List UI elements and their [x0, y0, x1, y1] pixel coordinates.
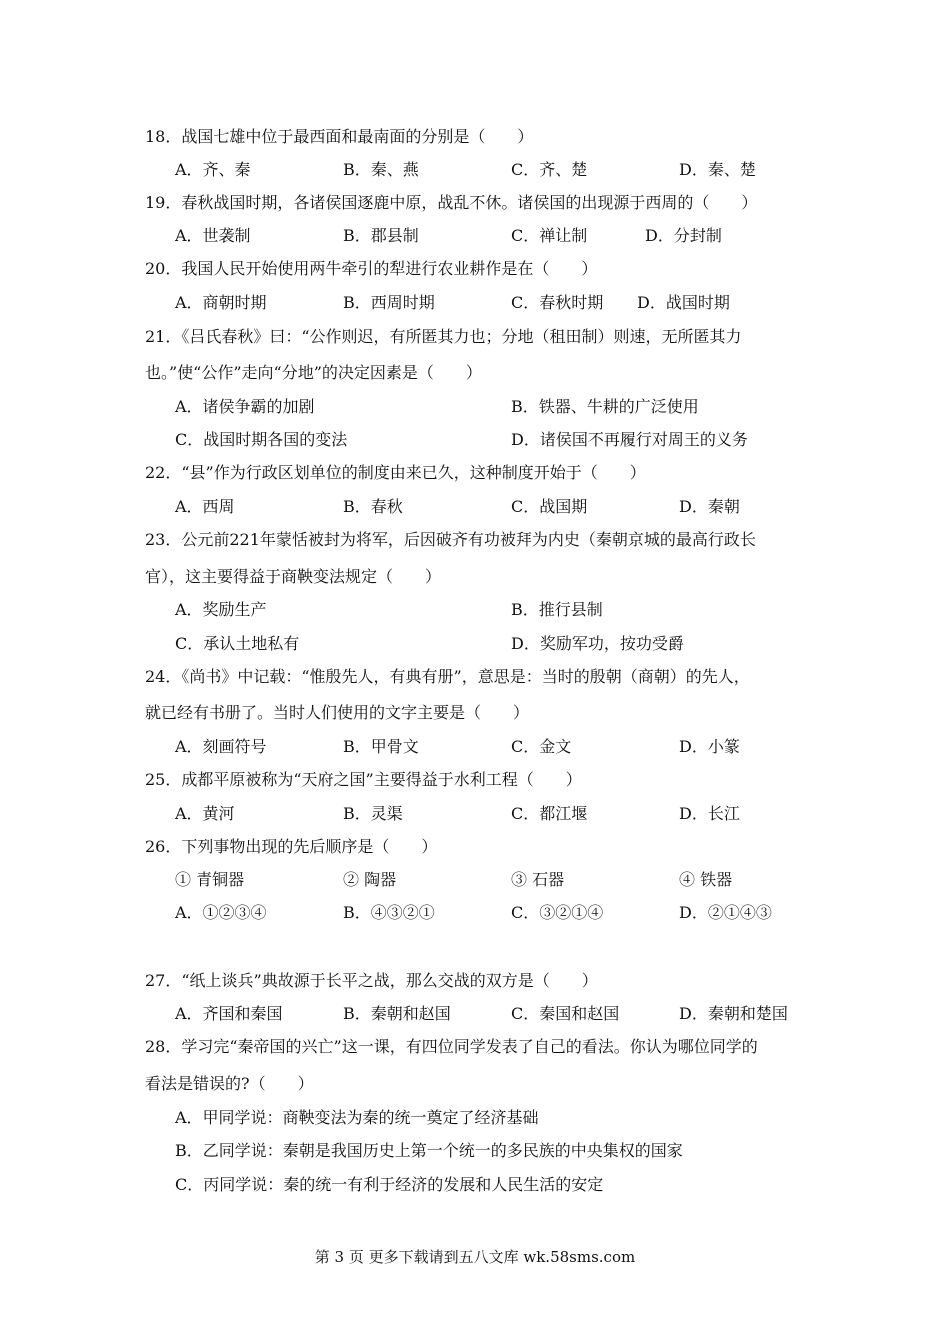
question-26-items [175, 869, 815, 891]
option-c: C．承认土地私有 [175, 634, 300, 653]
option-d: D．小篆 [679, 737, 740, 756]
question-28-stem-line-1: 28．学习完“秦帝国的兴亡”这一课，有四位同学发表了自己的看法。你认为哪位同学的 [145, 1037, 758, 1056]
question-18-stem: 18．战国七雄中位于最西面和最南面的分别是（ ） [145, 127, 534, 146]
option-c: C．战国时期各国的变法 [175, 430, 348, 449]
item-2: ② 陶器 [343, 870, 397, 889]
question-24-stem-line-2: 就已经有书册了。当时人们使用的文字主要是（ ） [145, 703, 530, 722]
question-28-option-c [175, 1174, 815, 1196]
option-c: C．丙同学说：秦的统一有利于经济的发展和人民生活的安定 [175, 1175, 604, 1194]
option-d: D．长江 [679, 804, 740, 823]
option-a: A．商朝时期 [175, 293, 267, 312]
option-a: A．齐、秦 [175, 160, 251, 179]
question-25-options [175, 803, 815, 825]
option-a: A．黄河 [175, 804, 235, 823]
question-21-options-row-1 [175, 396, 815, 418]
option-d: D．诸侯国不再履行对周王的义务 [511, 430, 748, 449]
option-c: C．禅让制 [511, 226, 588, 245]
option-c: C．③②①④ [511, 903, 604, 922]
question-21-stem-line-2: 也。”使“公作”走向“分地”的决定因素是（ ） [145, 363, 482, 382]
question-28-option-b [175, 1140, 815, 1162]
option-d: D．秦朝 [679, 497, 740, 516]
option-b: B．秦、燕 [343, 160, 419, 179]
question-20-options [175, 292, 815, 314]
item-4: ④ 铁器 [679, 870, 733, 889]
question-25-stem: 25．成都平原被称为“天府之国”主要得益于水利工程（ ） [145, 770, 582, 789]
question-20-stem: 20．我国人民开始使用两牛牵引的犁进行农业耕作是在（ ） [145, 259, 598, 278]
option-a: A．刻画符号 [175, 737, 267, 756]
question-27-stem: 27．“纸上谈兵”典故源于长平之战，那么交战的双方是（ ） [145, 971, 598, 990]
option-b: B．推行县制 [511, 600, 603, 619]
question-24-stem-line-1: 24．《尚书》中记载：“惟殷先人，有典有册”，意思是：当时的殷朝（商朝）的先人， [145, 667, 750, 686]
question-18-options [175, 159, 815, 181]
option-c: C．春秋时期 [511, 293, 604, 312]
option-c: C．齐、楚 [511, 160, 588, 179]
question-28-option-a [175, 1107, 815, 1129]
option-b: B．灵渠 [343, 804, 403, 823]
page-footer: 第 3 页 更多下载请到五八文库 wk.58sms.com [314, 1248, 636, 1266]
question-21-stem-line-1: 21．《吕氏春秋》曰：“公作则迟，有所匿其力也；分地（租田制）则速，无所匿其力 [145, 327, 742, 346]
option-b: B．郡县制 [343, 226, 419, 245]
question-22-options [175, 496, 815, 518]
option-b: B．甲骨文 [343, 737, 419, 756]
option-a: A．诸侯争霸的加剧 [175, 397, 315, 416]
option-b: B．西周时期 [343, 293, 435, 312]
option-d: D．②①④③ [679, 903, 772, 922]
question-28-stem-line-2: 看法是错误的?（ ） [145, 1074, 314, 1093]
option-b: B．铁器、牛耕的广泛使用 [511, 397, 699, 416]
question-23-stem-line-1: 23．公元前221年蒙恬被封为将军，后因破齐有功被拜为内史（秦朝京城的最高行政长 [145, 530, 756, 549]
option-a: A．世袭制 [175, 226, 251, 245]
question-19-options [175, 225, 815, 247]
option-c: C．金文 [511, 737, 572, 756]
option-a: A．①②③④ [175, 903, 267, 922]
option-b: B．春秋 [343, 497, 403, 516]
option-a: A．西周 [175, 497, 235, 516]
item-1: ① 青铜器 [175, 870, 245, 889]
option-b: B．④③②① [343, 903, 435, 922]
question-27-options [175, 1003, 815, 1025]
option-a: A．甲同学说：商鞅变法为秦的统一奠定了经济基础 [175, 1108, 539, 1127]
question-23-options-row-1 [175, 599, 815, 621]
question-26-stem: 26．下列事物出现的先后顺序是（ ） [145, 837, 438, 856]
question-21-options-row-2 [175, 429, 815, 451]
question-23-stem-line-2: 官），这主要得益于商鞅变法规定（ ） [145, 567, 442, 586]
option-d: D．战国时期 [637, 293, 730, 312]
option-a: A．奖励生产 [175, 600, 267, 619]
option-d: D．奖励军功，按功受爵 [511, 634, 684, 653]
question-19-stem: 19．春秋战国时期，各诸侯国逐鹿中原，战乱不休。诸侯国的出现源于西周的（ ） [145, 193, 758, 212]
option-d: D．秦、楚 [679, 160, 756, 179]
question-24-options [175, 736, 815, 758]
question-26-options [175, 902, 815, 924]
option-d: D．秦朝和楚国 [679, 1004, 788, 1023]
option-d: D．分封制 [645, 226, 722, 245]
option-a: A．齐国和秦国 [175, 1004, 283, 1023]
item-3: ③ 石器 [511, 870, 565, 889]
option-b: B．秦朝和赵国 [343, 1004, 451, 1023]
option-b: B．乙同学说：秦朝是我国历史上第一个统一的多民族的中央集权的国家 [175, 1141, 683, 1160]
option-c: C．秦国和赵国 [511, 1004, 620, 1023]
question-22-stem: 22．“县”作为行政区划单位的制度由来已久，这种制度开始于（ ） [145, 463, 646, 482]
option-c: C．战国期 [511, 497, 588, 516]
question-23-options-row-2 [175, 633, 815, 655]
option-c: C．都江堰 [511, 804, 588, 823]
